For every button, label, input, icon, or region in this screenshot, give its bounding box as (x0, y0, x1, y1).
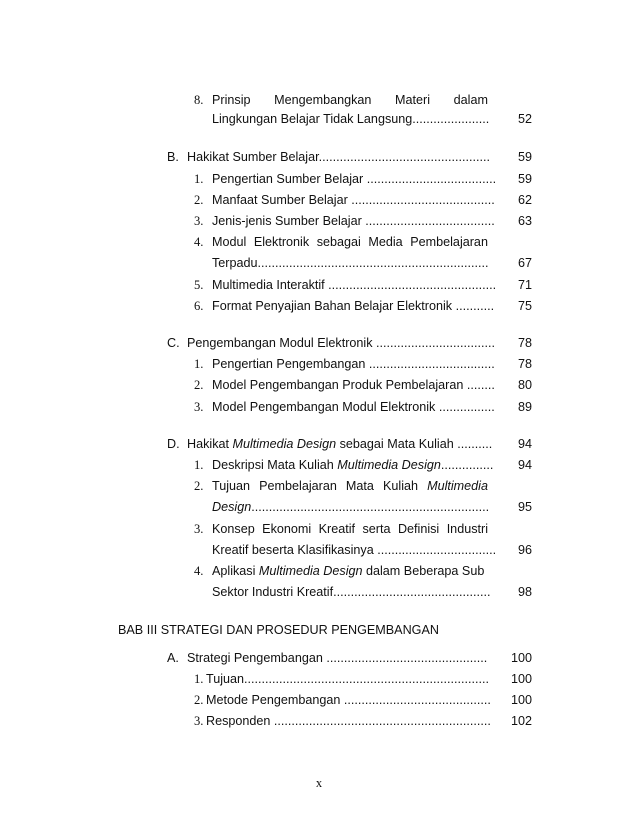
toc-entry-title: Model Pengembangan Produk Pembelajaran ........ (212, 378, 495, 392)
toc-entry-title: BAB III STRATEGI DAN PROSEDUR PENGEMBANGAN (118, 623, 439, 637)
toc-entry-word: Ekonomi (262, 522, 312, 536)
toc-entry-number: 1. (194, 672, 204, 686)
toc-entry-number: 2. (194, 193, 204, 207)
toc-entry-number: 1. (194, 458, 204, 472)
toc-entry-page: 100 (510, 672, 532, 686)
toc-entry-word: dalam (453, 93, 488, 107)
toc-entry-word: Multimedia (427, 479, 488, 493)
toc-entry-title: Responden .............................................................. (206, 714, 491, 728)
toc-entry-title-part: Design (212, 500, 252, 514)
toc-entry-title: Jenis-jenis Sumber Belajar ..................................... (212, 214, 495, 228)
toc-entry-title-part: Deskripsi Mata Kuliah (212, 458, 338, 472)
toc-entry-number: 8. (194, 93, 204, 107)
toc-entry-word: Prinsip (212, 93, 251, 107)
page-number: x (315, 776, 323, 790)
toc-entry-page: 78 (517, 336, 532, 350)
toc-entry-word: Materi (395, 93, 431, 107)
toc-entry-title (212, 522, 488, 536)
toc-entry-number: 3. (194, 400, 204, 414)
toc-entry-title: Hakikat Sumber Belajar................................................. (187, 150, 491, 164)
toc-entry-page: 80 (517, 378, 532, 392)
toc-entry-number: 1. (194, 172, 204, 186)
toc-entry-page: 102 (510, 714, 532, 728)
toc-entry-title-part: Aplikasi (212, 564, 259, 578)
toc-entry-title: Terpadu.................................................................. (212, 256, 489, 270)
toc-entry-page: 78 (517, 357, 532, 371)
toc-entry-page: 67 (517, 256, 532, 270)
toc-entry-page: 59 (517, 172, 532, 186)
toc-entry-title-part: ............... (440, 458, 494, 472)
toc-entry-title: Kreatif beserta Klasifikasinya .................................. (212, 543, 497, 557)
toc-entry-number: 3. (194, 214, 204, 228)
toc-entry-number: D. (167, 437, 180, 451)
toc-entry-page: 94 (517, 458, 532, 472)
toc-entry-number: A. (167, 651, 179, 665)
toc-entry-word: sebagai (316, 235, 361, 249)
toc-entry-title-part: sebagai Mata Kuliah .......... (336, 437, 493, 451)
toc-entry-title: Manfaat Sumber Belajar ......................................... (212, 193, 495, 207)
toc-entry-title: Tujuan...................................................................... (206, 672, 489, 686)
toc-entry-title-part: .................................................................... (251, 500, 490, 514)
toc-entry-title (212, 235, 488, 249)
toc-entry-word: Mengembangkan (274, 93, 372, 107)
toc-entry-page: 63 (517, 214, 532, 228)
toc-entry-title: Metode Pengembangan .......................................... (206, 693, 491, 707)
toc-entry-number: 3. (194, 714, 204, 728)
toc-entry-number: 5. (194, 278, 204, 292)
toc-entry-word: Tujuan (212, 479, 251, 493)
toc-entry-page: 62 (517, 193, 532, 207)
toc-entry-word: Elektronik (253, 235, 310, 249)
toc-entry-word: Konsep (212, 522, 255, 536)
toc-entry-title: Multimedia Interaktif ................................................ (212, 278, 497, 292)
toc-entry-number: C. (167, 336, 180, 350)
toc-entry-page: 96 (517, 543, 532, 557)
toc-entry-page: 98 (517, 585, 532, 599)
toc-entry-page: 59 (517, 150, 532, 164)
toc-entry-number: 3. (194, 522, 204, 536)
toc-entry-page: 75 (517, 299, 532, 313)
toc-entry-title (212, 93, 488, 107)
toc-entry-number: 4. (194, 235, 204, 249)
toc-entry-title: Strategi Pengembangan .............................................. (187, 651, 488, 665)
toc-entry-page: 100 (510, 693, 532, 707)
toc-entry-title: Pengembangan Modul Elektronik .................................. (187, 336, 495, 350)
toc-entry-number: 2. (194, 378, 204, 392)
toc-entry-title: Sektor Industri Kreatif............................................. (212, 585, 491, 599)
toc-entry-number: 4. (194, 564, 204, 578)
toc-entry-page: 71 (517, 278, 532, 292)
toc-entry-page: 89 (517, 400, 532, 414)
toc-entry-word: Mata (345, 479, 374, 493)
toc-entry-title-part: Multimedia Design (337, 458, 441, 472)
toc-entry-title-part: Multimedia Design (232, 437, 337, 451)
toc-entry-page: 94 (517, 437, 532, 451)
toc-entry-page: 95 (517, 500, 532, 514)
toc-entry-word: Industri (446, 522, 488, 536)
toc-entry-word: Pembelajaran (259, 479, 337, 493)
toc-entry-number: 2. (194, 693, 204, 707)
toc-entry-number: 2. (194, 479, 204, 493)
toc-entry-page: 52 (517, 112, 532, 126)
toc-entry-word: Definisi (397, 522, 440, 536)
toc-entry-title (212, 479, 488, 493)
toc-entry-title (212, 564, 484, 578)
toc-entry-word: Kreatif (318, 522, 356, 536)
toc-entry-title: Format Penyajian Bahan Belajar Elektronik ........... (212, 299, 495, 313)
toc-entry-number: 1. (194, 357, 204, 371)
toc-entry-title: Pengertian Sumber Belajar ..................................... (212, 172, 497, 186)
toc-entry-title-part: Multimedia Design (258, 564, 363, 578)
toc-entry-title: Lingkungan Belajar Tidak Langsung...................... (212, 112, 490, 126)
toc-entry-title: Model Pengembangan Modul Elektronik ................ (212, 400, 495, 414)
toc-entry-title-part: Hakikat (187, 437, 233, 451)
toc-entry-page: 100 (510, 651, 532, 665)
toc-entry-word: Kuliah (383, 479, 419, 493)
toc-entry-word: Pembelajaran (410, 235, 488, 249)
toc-entry-word: serta (362, 522, 391, 536)
toc-entry-title (212, 500, 489, 514)
toc-entry-word: Media (368, 235, 403, 249)
toc-entry-number: 6. (194, 299, 204, 313)
toc-entry-word: Modul (212, 235, 247, 249)
toc-entry-title (187, 437, 492, 451)
toc-entry-title-part: dalam Beberapa Sub (362, 564, 485, 578)
toc-entry-title (212, 458, 493, 472)
toc-entry-title: Pengertian Pengembangan .................................... (212, 357, 495, 371)
toc-entry-number: B. (167, 150, 179, 164)
